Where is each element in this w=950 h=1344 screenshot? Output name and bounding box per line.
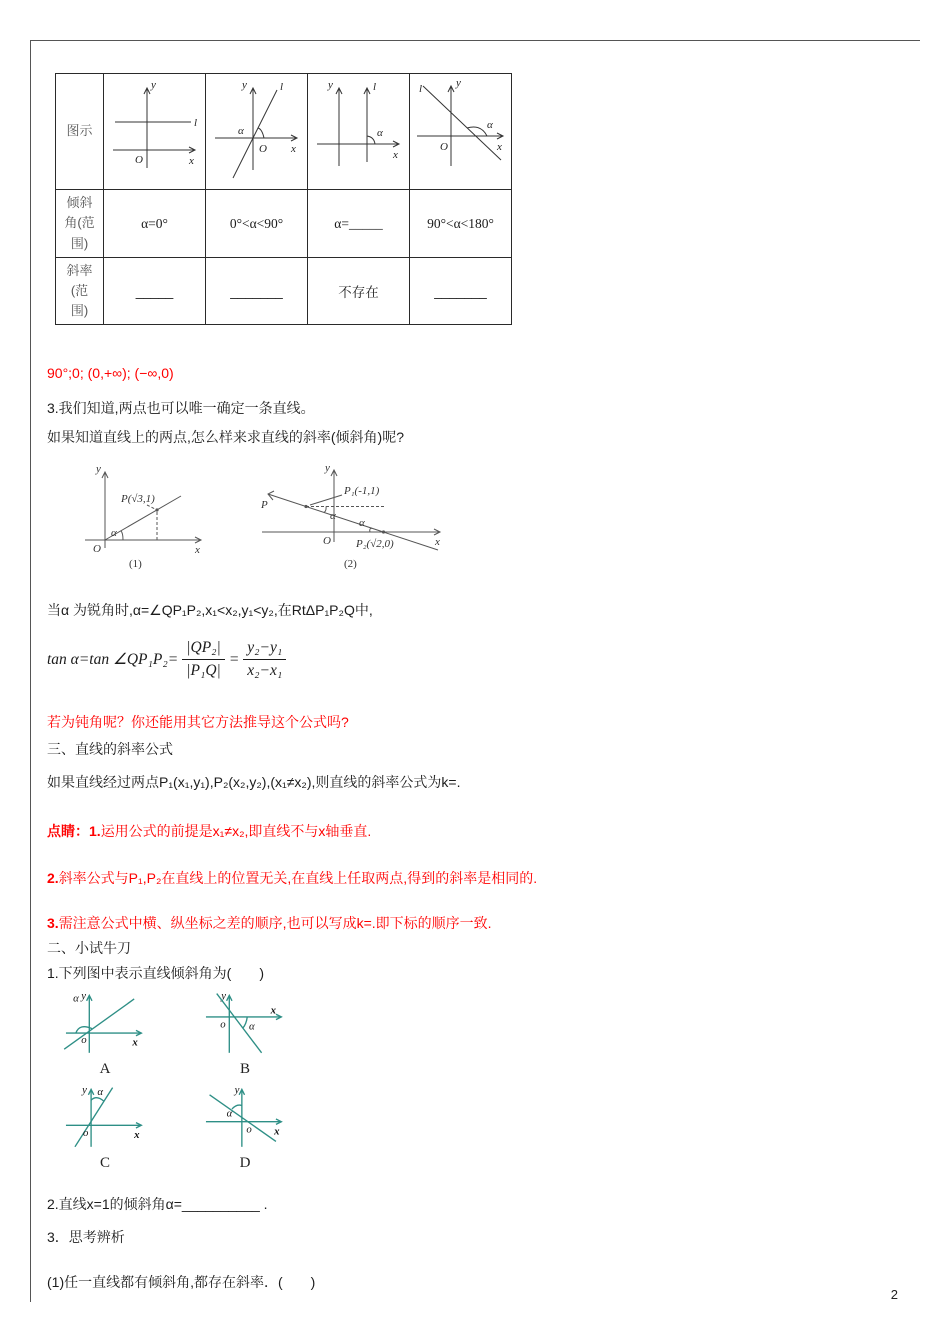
axis-label-y: y [455,77,461,89]
origin-label: o [246,1123,252,1136]
angle-cell-4: 90°<α<180° [410,190,512,258]
angle-arc [467,127,487,136]
question-1: 1.下列图中表示直线倾斜角为( ) [47,965,264,982]
left-rule-line [30,40,31,1302]
axis-label-y: y [325,462,330,475]
slope-cell-3: 不存在 [308,258,410,325]
axis-label-x: x [290,143,296,155]
tip-1 [47,821,912,842]
axis-label-y: y [241,79,247,91]
line-label-l: l [193,117,197,129]
fraction-numerator: |QP₂| [182,639,225,660]
table-row [56,74,512,190]
point-p [155,509,158,512]
diagram-horizontal-line [105,74,205,184]
figure-caption: (2) [344,558,357,571]
tip-prefix: 点睛：1. [47,823,101,840]
origin-label: o [83,1127,89,1140]
axis-label-x: x [132,1037,138,1050]
line-label-l: l [279,81,283,93]
option-line [64,999,134,1049]
derivation-condition: 当α 为锐角时,α=∠QP₁P₂,x₁<x₂,y₁<y₂,在RtΔP₁P₂Q中, [47,602,373,619]
p1-pointer [310,495,342,505]
fraction-numerator: y₂−y₁ [243,639,286,660]
tip-prefix: 3. [47,915,59,932]
para-line2: 如果知道直线上的两点,怎么样来求直线的斜率(倾斜角)呢? [47,429,404,446]
option-row-ab [57,990,912,1078]
top-rule-line [30,40,920,41]
section-heading-practice: 二、小试牛刀 [47,940,131,957]
point-p2 [382,531,385,534]
diagram-cell-2 [206,74,308,190]
point-p1-label: P₁(-1,1) [344,485,380,498]
figure-2 [256,460,451,570]
tip-2 [47,868,912,889]
origin-label: O [323,535,331,548]
page-content [47,73,912,1293]
angle-label-alpha: α [237,125,244,137]
angle-arc [258,128,264,138]
option-line [210,1095,276,1142]
page-number: 2 [890,1287,898,1302]
angle-label-alpha: α [226,1107,233,1120]
option-d-figure [197,1084,293,1154]
option-label-a: A [99,1061,111,1078]
line-label-l: l [418,83,422,95]
axis-label-y: y [221,990,226,1003]
table-row [56,190,512,258]
angle-cell-1: α=0° [104,190,206,258]
angle-cell-2: 0°<α<90° [206,190,308,258]
tip-prefix: 2. [47,870,59,887]
para-line1: 3.我们知道,两点也可以唯一确定一条直线。 [47,400,315,417]
axis-label-y: y [327,79,333,91]
origin-label: o [81,1034,87,1047]
diagram-cell-1 [104,74,206,190]
option-label-c: C [99,1155,110,1172]
axis-label-x: x [134,1129,140,1142]
figure-row [77,460,912,570]
angle-label-alpha: α [111,527,117,540]
point-p2-label: P₂(√2,0) [356,538,394,551]
origin-label: o [220,1019,226,1032]
point-p-label: P(√3,1) [121,493,155,506]
option-line [75,1088,113,1147]
tip-text: 需注意公式中横、纵坐标之差的顺序,也可以写成k=.即下标的顺序一致. [58,915,492,932]
tip-text: 斜率公式与P₁,P₂在直线上的位置无关,在直线上任取两点,得到的斜率是相同的. [58,870,538,887]
diagram-obtuse-angle [411,74,511,184]
angle-arc [121,531,123,540]
question-2: 2.直线x=1的倾斜角α=__________ . [47,1196,268,1213]
angle-label-alpha: α [376,127,383,139]
angle-arc [232,1106,242,1110]
slope-cell-2: _______ [206,258,308,325]
figure-1 [77,460,212,570]
angle-arc [91,1098,104,1101]
axis-label-y: y [81,990,86,1003]
option-a [57,990,153,1078]
angle-label-alpha: α [249,1020,255,1033]
option-d [197,1084,293,1172]
row-label-diagram: 图示 [56,74,104,190]
answer-line: 90°;0; (0,+∞); (−∞,0) [47,365,174,382]
origin-label: O [134,154,143,166]
line-label-l: l [372,81,376,93]
option-c [57,1084,153,1172]
option-b-figure [197,990,293,1060]
fraction-qp [182,639,225,680]
fraction-denominator: x₂−x₁ [247,662,283,680]
row-label-slope: 斜率(范围) [56,258,104,325]
option-label-d: D [239,1155,251,1172]
tan-formula [47,639,912,680]
axis-label-x: x [435,536,440,549]
tip-3 [47,913,912,934]
angle-arc [243,1017,247,1028]
dashed-pointer [147,505,155,509]
axis-label-y: y [96,463,101,476]
angle-label-alpha-2: α [359,517,365,530]
axis-label-x: x [392,149,398,161]
option-b [197,990,293,1078]
diagram-cell-4 [410,74,512,190]
axis-label-x: x [270,1004,276,1017]
angle-label-alpha-1: α [330,510,336,523]
origin-label: O [93,543,101,556]
row-label-angle: 倾斜角(范围) [56,190,104,258]
axis-label-y: y [82,1084,87,1097]
question-3-item-1: (1)任一直线都有倾斜角,都存在斜率．( ) [47,1274,316,1291]
angle-arc-p1 [324,507,326,513]
figure-caption: (1) [129,558,142,571]
axis-label-x: x [274,1125,280,1138]
angle-cell-3: α=_____ [308,190,410,258]
slope-formula-body: 如果直线经过两点P₁(x₁,y₁),P₂(x₂,y₂),(x₁≠x₂),则直线的斜率公式为k=. [47,774,461,791]
section-heading-slope: 三、直线的斜率公式 [47,741,173,758]
table-row [56,258,512,325]
formula-lhs: tan α=tan ∠QP₁P₂= [47,651,179,669]
slope-cell-4: _______ [410,258,512,325]
line-p1-p2 [268,494,438,550]
axis-label-x: x [195,544,200,557]
slope-cell-1: _____ [104,258,206,325]
axis-label-x: x [496,141,502,153]
angle-label-alpha: α [73,993,79,1006]
diagram-cell-3 [308,74,410,190]
fraction-denominator: |P₁Q| [186,662,221,680]
option-c-figure [57,1084,153,1154]
obtuse-question: 若为钝角呢？你还能用其它方法推导这个公式吗? [47,714,349,731]
angle-arc [367,136,375,144]
diagram-acute-angle [207,74,307,184]
axis-label-y: y [234,1084,240,1097]
angle-arc-p2 [370,529,372,533]
formula-equals: = [228,650,240,668]
angle-label-alpha: α [97,1086,104,1099]
axis-label-x: x [188,155,194,167]
question-3-heading: 3．思考辨析 [47,1229,125,1246]
origin-label: O [258,143,267,155]
fraction-xy [243,639,286,680]
angle-label-alpha: α [486,119,493,131]
inclination-angle-table [55,73,512,325]
option-row-cd [57,1084,912,1172]
point-p-label: P [261,499,268,512]
diagram-vertical-line [309,74,409,184]
option-label-b: B [239,1061,250,1078]
origin-label: O [439,141,448,153]
tip-text: 运用公式的前提是x₁≠x₂,即直线不与x轴垂直. [100,823,372,840]
axis-label-y: y [150,79,156,91]
option-a-figure [57,990,153,1060]
